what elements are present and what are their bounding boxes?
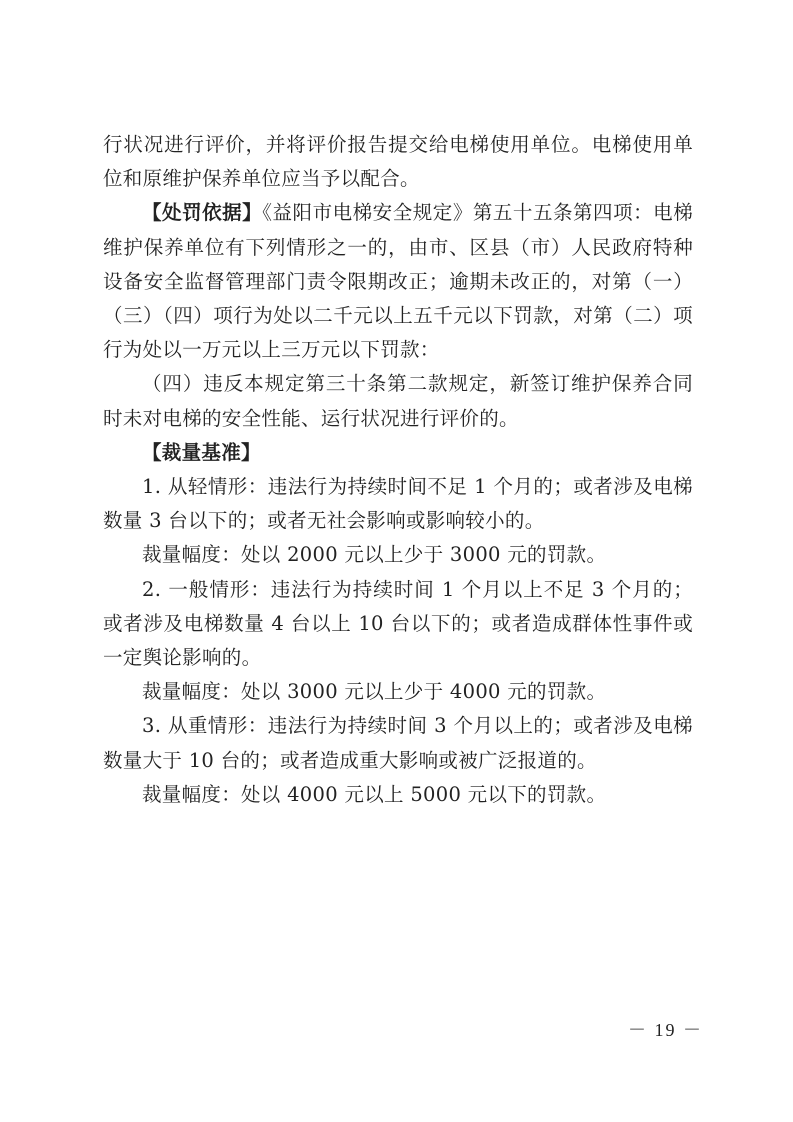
penalty-basis-text: 《益阳市电梯安全规定》第五十五条第四项：电梯维护保养单位有下列情形之一的，由市、区县（市）人民政府特种设备安全监督管理部门责令限期改正；逾期未改正的，对第（一）（三）（四）项行为处以二千元以上五千元以下罚款，对第（二）项行为处以一万元以上三万元以下罚款： <box>103 201 693 362</box>
paragraph-continuation: 行状况进行评价，并将评价报告提交给电梯使用单位。电梯使用单位和原维护保养单位应当予以配合。 <box>103 133 693 191</box>
paragraph-heavy-case: 3. 从重情形：违法行为持续时间 3 个月以上的；或者涉及电梯数量大于 10 台的；或者造成重大影响或被广泛报道的。 <box>103 714 693 772</box>
paragraph-penalty-basis <box>103 196 693 367</box>
paragraph-general-range: 裁量幅度：处以 3000 元以上少于 4000 元的罚款。 <box>142 680 607 704</box>
paragraph-light-range: 裁量幅度：处以 2000 元以上少于 3000 元的罚款。 <box>142 543 607 567</box>
paragraph-light-case: 1. 从轻情形：违法行为持续时间不足 1 个月的；或者涉及电梯数量 3 台以下的；或者无社会影响或影响较小的。 <box>103 475 693 533</box>
page-number: － 19 － <box>628 1020 703 1040</box>
paragraph-general-case: 2. 一般情形：违法行为持续时间 1 个月以上不足 3 个月的；或者涉及电梯数量 4 台以上 10 台以下的；或者造成群体性事件或一定舆论影响的。 <box>103 577 693 670</box>
paragraph-heavy-range: 裁量幅度：处以 4000 元以上 5000 元以下的罚款。 <box>142 782 607 806</box>
discretion-standard-heading: 【裁量基准】 <box>142 440 261 464</box>
document-body <box>103 128 693 812</box>
paragraph-item-four: （四）违反本规定第三十条第二款规定，新签订维护保养合同时未对电梯的安全性能、运行状况进行评价的。 <box>103 372 693 430</box>
penalty-basis-label: 【处罚依据】 <box>142 201 263 225</box>
